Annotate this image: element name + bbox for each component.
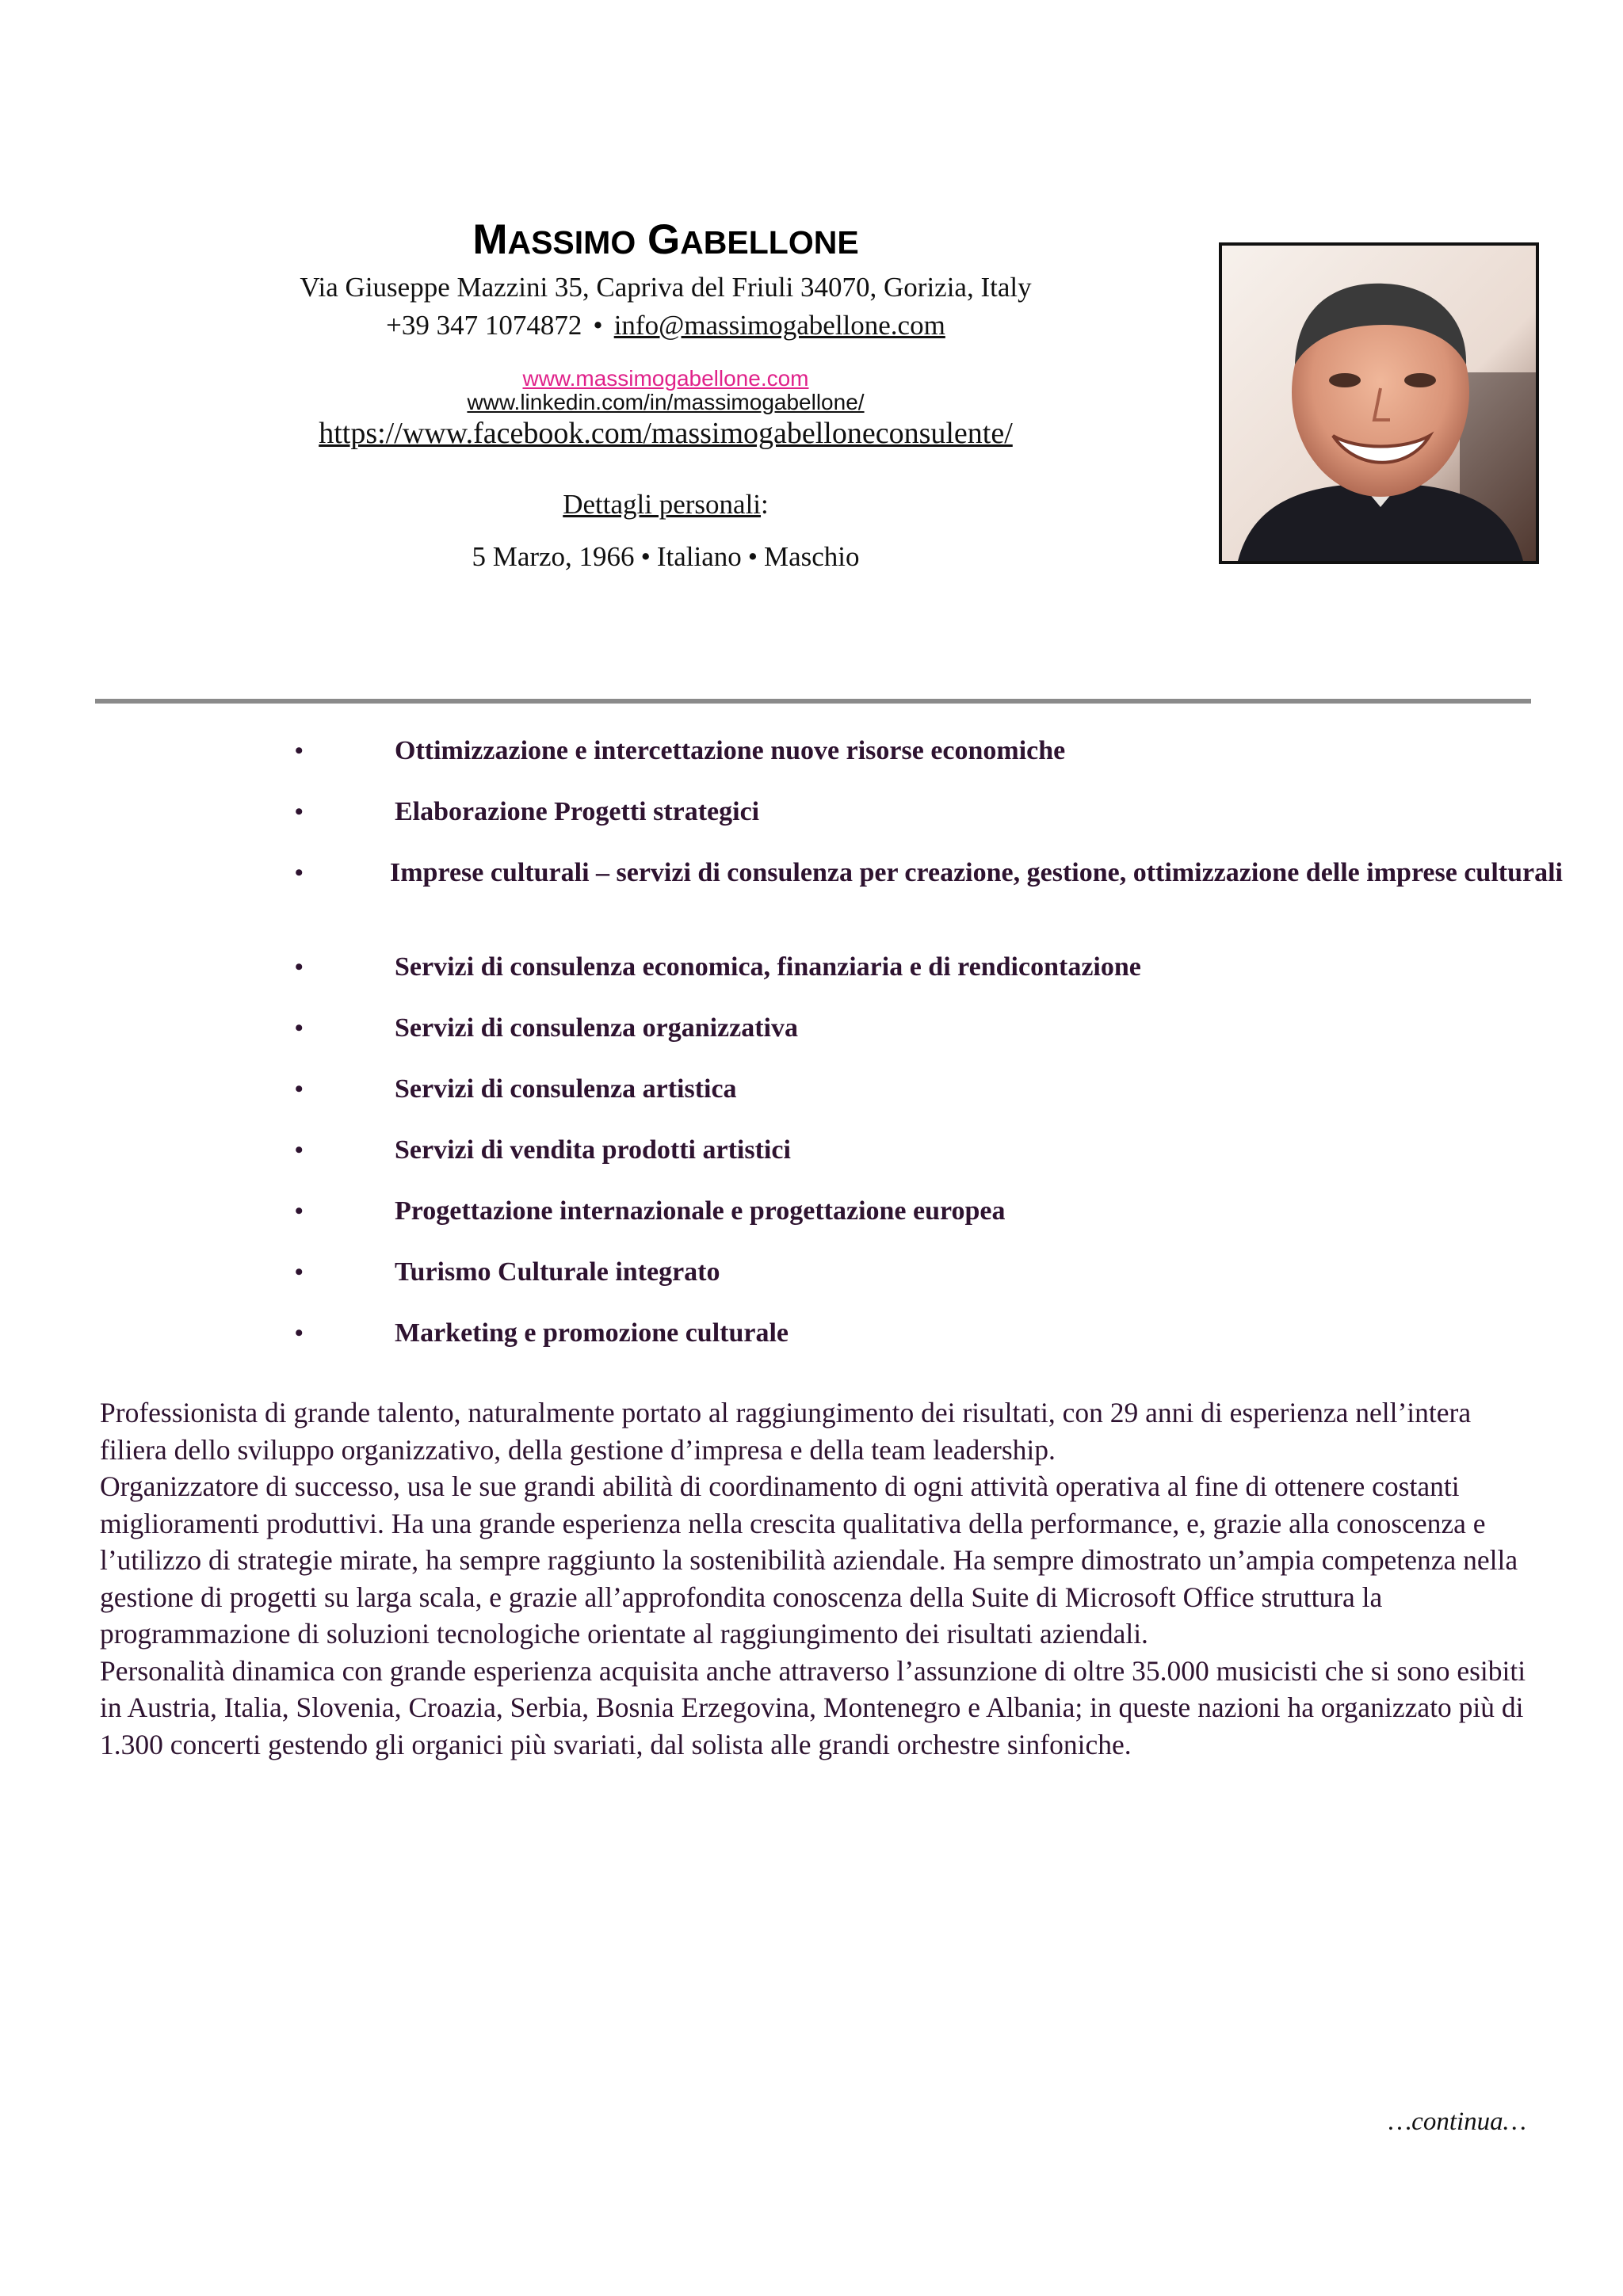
- birth-date: 5 Marzo, 1966: [472, 541, 635, 572]
- bullet-icon: •: [295, 860, 304, 886]
- bullet-icon: •: [295, 1320, 304, 1346]
- list-item: • Ottimizzazione e intercettazione nuove risorse economiche: [285, 734, 1623, 768]
- list-item: • Progettazione internazionale e progettazione europea: [285, 1195, 1623, 1228]
- header: [246, 214, 1086, 576]
- separator-bullet: •: [640, 541, 651, 572]
- portrait-photo: [1219, 242, 1539, 564]
- list-item: • Imprese culturali – servizi di consulenza per creazione, gestione, ottimizzazione delle imprese culturali: [285, 856, 1567, 890]
- bullet-icon: •: [295, 1259, 304, 1285]
- gender: Maschio: [764, 541, 860, 572]
- bullet-icon: •: [295, 1076, 304, 1102]
- list-item: • Servizi di consulenza organizzativa: [285, 1012, 1623, 1045]
- phone: +39 347 1074872: [386, 310, 582, 341]
- portrait-photo-icon: [1222, 246, 1536, 561]
- name-last-initial: G: [647, 216, 681, 263]
- separator-bullet: •: [593, 310, 603, 341]
- bullet-icon: •: [295, 799, 304, 825]
- nationality: Italiano: [656, 541, 742, 572]
- list-item: • Elaborazione Progetti strategici: [285, 795, 1623, 829]
- linkedin-link[interactable]: www.linkedin.com/in/massimogabellone/: [467, 390, 865, 414]
- profile-summary: [100, 1394, 1526, 1763]
- continued-note: …continua…: [1388, 2107, 1526, 2136]
- bullet-icon: •: [295, 1198, 304, 1224]
- profile-paragraph: Professionista di grande talento, naturalmente portato al raggiungimento dei risultati, con 29 anni di esperienza nell’intera filiera dello sviluppo organizzativo, della gestione d’impresa e della team leadership.: [100, 1397, 1472, 1466]
- address: Via Giuseppe Mazzini 35, Capriva del Friuli 34070, Gorizia, Italy: [300, 272, 1032, 303]
- name-first-rest: ASSIMO: [507, 224, 636, 261]
- name-first-initial: M: [472, 216, 508, 263]
- details-label: Dettagli personali:: [563, 489, 769, 520]
- list-item: • Servizi di consulenza economica, finanziaria e di rendicontazione: [285, 951, 1623, 984]
- list-item: • Turismo Culturale integrato: [285, 1256, 1623, 1289]
- personal-details: [246, 538, 1086, 576]
- website-link[interactable]: www.massimogabellone.com: [522, 366, 809, 391]
- list-item: • Servizi di consulenza artistica: [285, 1073, 1623, 1106]
- contact-line: [246, 307, 1086, 345]
- name-last-rest: ABELLONE: [680, 224, 859, 261]
- person-name: [246, 214, 1086, 269]
- email-link[interactable]: info@massimogabellone.com: [613, 310, 945, 341]
- bullet-icon: •: [295, 738, 304, 764]
- list-item: • Marketing e promozione culturale: [285, 1317, 1623, 1350]
- bullet-icon: •: [295, 1015, 304, 1041]
- bullet-icon: •: [295, 954, 304, 980]
- separator-bullet: •: [747, 541, 758, 572]
- profile-paragraph: Personalità dinamica con grande esperienza acquisita anche attraverso l’assunzione di oltre 35.000 musicisti che si sono esibiti in Austria, Italia, Slovenia, Croazia, Serbia, Bosnia Erzegovina, Montenegro e Albania; in queste nazioni ha organizzato più di 1.300 concerti gestendo gli organici più svariati, dal solista alle grandi orchestre sinfoniche.: [100, 1654, 1526, 1760]
- list-item: • Servizi di vendita prodotti artistici: [285, 1134, 1623, 1167]
- bullet-icon: •: [295, 1137, 304, 1163]
- facebook-link[interactable]: https://www.facebook.com/massimogabelloneconsulente/: [319, 417, 1013, 450]
- horizontal-divider: [95, 699, 1531, 704]
- profile-paragraph: Organizzatore di successo, usa le sue grandi abilità di coordinamento di ogni attività operativa al fine di ottenere costanti miglioramenti produttivi. Ha una grande esperienza nella crescita qualitativa della performance, e, grazie alla conoscenza e l’utilizzo di strategie mirate, ha sempre raggiunto la sostenibilità aziendale. Ha sempre dimostrato un’ampia competenza nella gestione di progetti su larga scala, e grazie all’approfondita conoscenza della Suite di Microsoft Office struttura la programmazione di soluzioni tecnologiche orientate al raggiungimento dei risultati aziendali.: [100, 1470, 1518, 1650]
